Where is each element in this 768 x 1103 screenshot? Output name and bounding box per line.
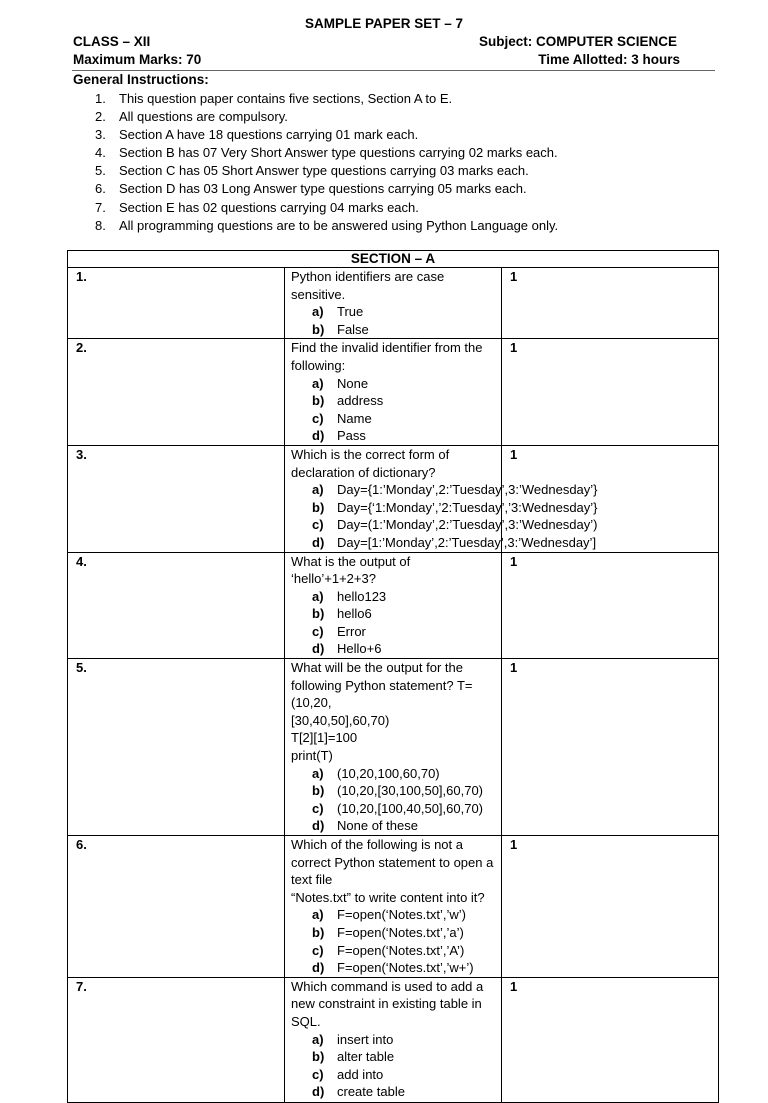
answer-option xyxy=(291,499,598,517)
answer-option xyxy=(291,942,497,960)
answer-option xyxy=(291,1031,497,1049)
option-text: Name xyxy=(337,410,372,426)
option-letter: a) xyxy=(312,588,324,604)
answer-option xyxy=(291,410,497,428)
option-letter: b) xyxy=(312,924,325,940)
instruction-number: 7. xyxy=(95,199,106,215)
section-header-row xyxy=(68,251,719,268)
instruction-text: All programming questions are to be answered using Python Language only. xyxy=(119,217,559,233)
option-text: Day=(1:’Monday’,2:’Tuesday’,3:’Wednesday’) xyxy=(337,517,598,533)
question-number: 2. xyxy=(68,339,285,446)
question-number: 1. xyxy=(68,268,285,339)
question-marks: 1 xyxy=(502,836,719,978)
option-letter: b) xyxy=(312,1049,325,1065)
answer-option xyxy=(291,623,497,641)
header-divider xyxy=(72,70,715,71)
option-letter: a) xyxy=(312,765,324,781)
question-body xyxy=(285,552,502,659)
option-letter: d) xyxy=(312,1084,325,1100)
option-text: True xyxy=(337,304,364,320)
option-text: insert into xyxy=(337,1031,394,1047)
option-letter: a) xyxy=(312,907,324,923)
option-letter: c) xyxy=(312,1066,324,1082)
question-body xyxy=(285,445,598,552)
question-text-line: [30,40,50],60,70) xyxy=(291,712,390,728)
instruction-number: 8. xyxy=(95,217,106,233)
question-marks: 1 xyxy=(502,339,719,446)
question-row xyxy=(68,836,719,978)
question-marks: 1 xyxy=(502,659,719,836)
instruction-number: 6. xyxy=(95,181,106,197)
instruction-item xyxy=(95,108,558,126)
instructions-heading: General Instructions: xyxy=(73,72,209,87)
option-text: Error xyxy=(337,623,366,639)
option-letter: c) xyxy=(312,410,324,426)
answer-option xyxy=(291,817,497,835)
instruction-text: Section B has 07 Very Short Answer type questions carrying 02 marks each. xyxy=(119,145,558,161)
question-text-line: Find the invalid identifier from the following: xyxy=(291,340,483,373)
question-number: 7. xyxy=(68,977,285,1102)
option-text: F=open(‘Notes.txt’,’w’) xyxy=(337,907,466,923)
option-text: (10,20,[100,40,50],60,70) xyxy=(337,800,484,816)
option-letter: a) xyxy=(312,375,324,391)
question-marks: 1 xyxy=(502,445,719,552)
option-text: Hello+6 xyxy=(337,641,382,657)
question-text-line: “Notes.txt” to write content into it? xyxy=(291,889,485,905)
instruction-number: 5. xyxy=(95,163,106,179)
question-body xyxy=(285,268,502,339)
answer-option xyxy=(291,906,497,924)
question-row xyxy=(68,445,719,552)
option-letter: c) xyxy=(312,800,324,816)
question-number: 4. xyxy=(68,552,285,659)
question-text-line: Which of the following is not a correct Python statement to open a text file xyxy=(291,837,494,888)
question-text-line: Python identifiers are case sensitive. xyxy=(291,269,445,302)
answer-option xyxy=(291,427,497,445)
option-letter: c) xyxy=(312,623,324,639)
question-number: 5. xyxy=(68,659,285,836)
answer-option xyxy=(291,782,497,800)
instruction-number: 4. xyxy=(95,145,106,161)
question-table xyxy=(67,250,719,1103)
question-row xyxy=(68,552,719,659)
option-text: alter table xyxy=(337,1049,395,1065)
question-text-line: Which is the correct form of declaration of dictionary? xyxy=(291,446,450,480)
answer-option xyxy=(291,765,497,783)
option-letter: a) xyxy=(312,1031,324,1047)
option-text: hello123 xyxy=(337,588,387,604)
instruction-number: 3. xyxy=(95,127,106,143)
option-letter: b) xyxy=(312,393,325,409)
option-letter: b) xyxy=(312,321,325,337)
answer-option xyxy=(291,800,497,818)
answer-option xyxy=(291,959,497,977)
question-number: 6. xyxy=(68,836,285,978)
answer-option xyxy=(291,1066,497,1084)
option-text: Day={1:’Monday’,2:’Tuesday’,3:’Wednesday’} xyxy=(337,482,598,498)
option-text: add into xyxy=(337,1066,384,1082)
question-body xyxy=(285,659,502,836)
option-text: None of these xyxy=(337,818,418,834)
question-row xyxy=(68,977,719,1102)
option-text: F=open(‘Notes.txt’,’a’) xyxy=(337,924,464,940)
class-label: CLASS – XII xyxy=(73,34,151,49)
answer-option xyxy=(291,1083,497,1101)
option-text: Day={‘1:Monday’,’2:Tuesday’,’3:Wednesday’} xyxy=(337,499,598,515)
instruction-item xyxy=(95,144,558,162)
option-text: F=open(‘Notes.txt’,’w+’) xyxy=(337,960,474,976)
question-row xyxy=(68,339,719,446)
question-text-line: Which command is used to add a new constraint in existing table in SQL. xyxy=(291,978,484,1029)
answer-option xyxy=(291,375,497,393)
question-text-line: What will be the output for the following Python statement? T=(10,20, xyxy=(291,660,473,711)
question-marks: 1 xyxy=(502,268,719,339)
question-marks: 1 xyxy=(502,977,719,1102)
option-letter: d) xyxy=(312,428,325,444)
option-text: hello6 xyxy=(337,606,372,622)
option-letter: d) xyxy=(312,960,325,976)
option-text: False xyxy=(337,321,369,337)
question-row xyxy=(68,659,719,836)
option-text: create table xyxy=(337,1084,405,1100)
answer-option xyxy=(291,1048,497,1066)
question-text-line: What is the output of ‘hello’+1+2+3? xyxy=(291,553,411,587)
option-text: Pass xyxy=(337,428,366,444)
option-letter: d) xyxy=(312,641,325,657)
section-title: SECTION – A xyxy=(68,251,719,268)
option-letter: b) xyxy=(312,783,325,799)
instruction-text: Section E has 02 questions carrying 04 marks each. xyxy=(119,199,419,215)
question-number: 3. xyxy=(68,445,285,552)
question-row xyxy=(68,268,719,339)
option-letter: c) xyxy=(312,942,324,958)
option-text: Day=[1:’Monday’,2:’Tuesday’,3:’Wednesday’] xyxy=(337,534,597,550)
option-letter: b) xyxy=(312,606,325,622)
answer-option xyxy=(291,481,598,499)
answer-option xyxy=(291,321,497,339)
instruction-item xyxy=(95,199,558,217)
question-text-line: T[2][1]=100 xyxy=(291,730,358,746)
question-marks: 1 xyxy=(502,552,719,659)
instruction-number: 2. xyxy=(95,109,106,125)
answer-option xyxy=(291,392,497,410)
instruction-item xyxy=(95,90,558,108)
option-letter: d) xyxy=(312,534,325,550)
instructions-list xyxy=(95,90,558,235)
time-allotted-label: Time Allotted: 3 hours xyxy=(538,52,680,67)
instruction-item xyxy=(95,180,558,198)
subject-label: Subject: COMPUTER SCIENCE xyxy=(478,34,677,49)
instruction-text: This question paper contains five sections, Section A to E. xyxy=(119,91,453,106)
answer-option xyxy=(291,605,497,623)
question-text-line: print(T) xyxy=(291,748,333,764)
option-letter: c) xyxy=(312,517,324,533)
paper-title: SAMPLE PAPER SET – 7 xyxy=(304,16,464,31)
option-text: (10,20,[30,100,50],60,70) xyxy=(337,783,484,799)
instruction-item xyxy=(95,162,558,180)
option-letter: a) xyxy=(312,304,324,320)
answer-option xyxy=(291,534,597,552)
answer-option xyxy=(291,640,497,658)
option-text: (10,20,100,60,70) xyxy=(337,765,440,781)
question-body xyxy=(285,836,502,978)
option-letter: d) xyxy=(312,818,325,834)
instruction-text: Section C has 05 Short Answer type questions carrying 03 marks each. xyxy=(119,163,529,179)
answer-option xyxy=(291,588,497,606)
option-letter: a) xyxy=(312,482,324,498)
option-text: F=open(‘Notes.txt’,’A’) xyxy=(337,942,465,958)
instruction-text: All questions are compulsory. xyxy=(119,109,288,125)
instruction-text: Section A have 18 questions carrying 01 mark each. xyxy=(119,127,419,143)
instruction-item xyxy=(95,217,558,235)
answer-option xyxy=(291,516,598,534)
instruction-number: 1. xyxy=(95,91,106,106)
answer-option xyxy=(291,303,497,321)
max-marks-label: Maximum Marks: 70 xyxy=(73,52,202,67)
option-text: address xyxy=(337,393,384,409)
instruction-item xyxy=(95,126,558,144)
question-body xyxy=(285,339,502,446)
option-text: None xyxy=(337,375,369,391)
answer-option xyxy=(291,924,497,942)
instruction-text: Section D has 03 Long Answer type questions carrying 05 marks each. xyxy=(119,181,527,197)
question-body xyxy=(285,977,502,1102)
option-letter: b) xyxy=(312,499,325,515)
